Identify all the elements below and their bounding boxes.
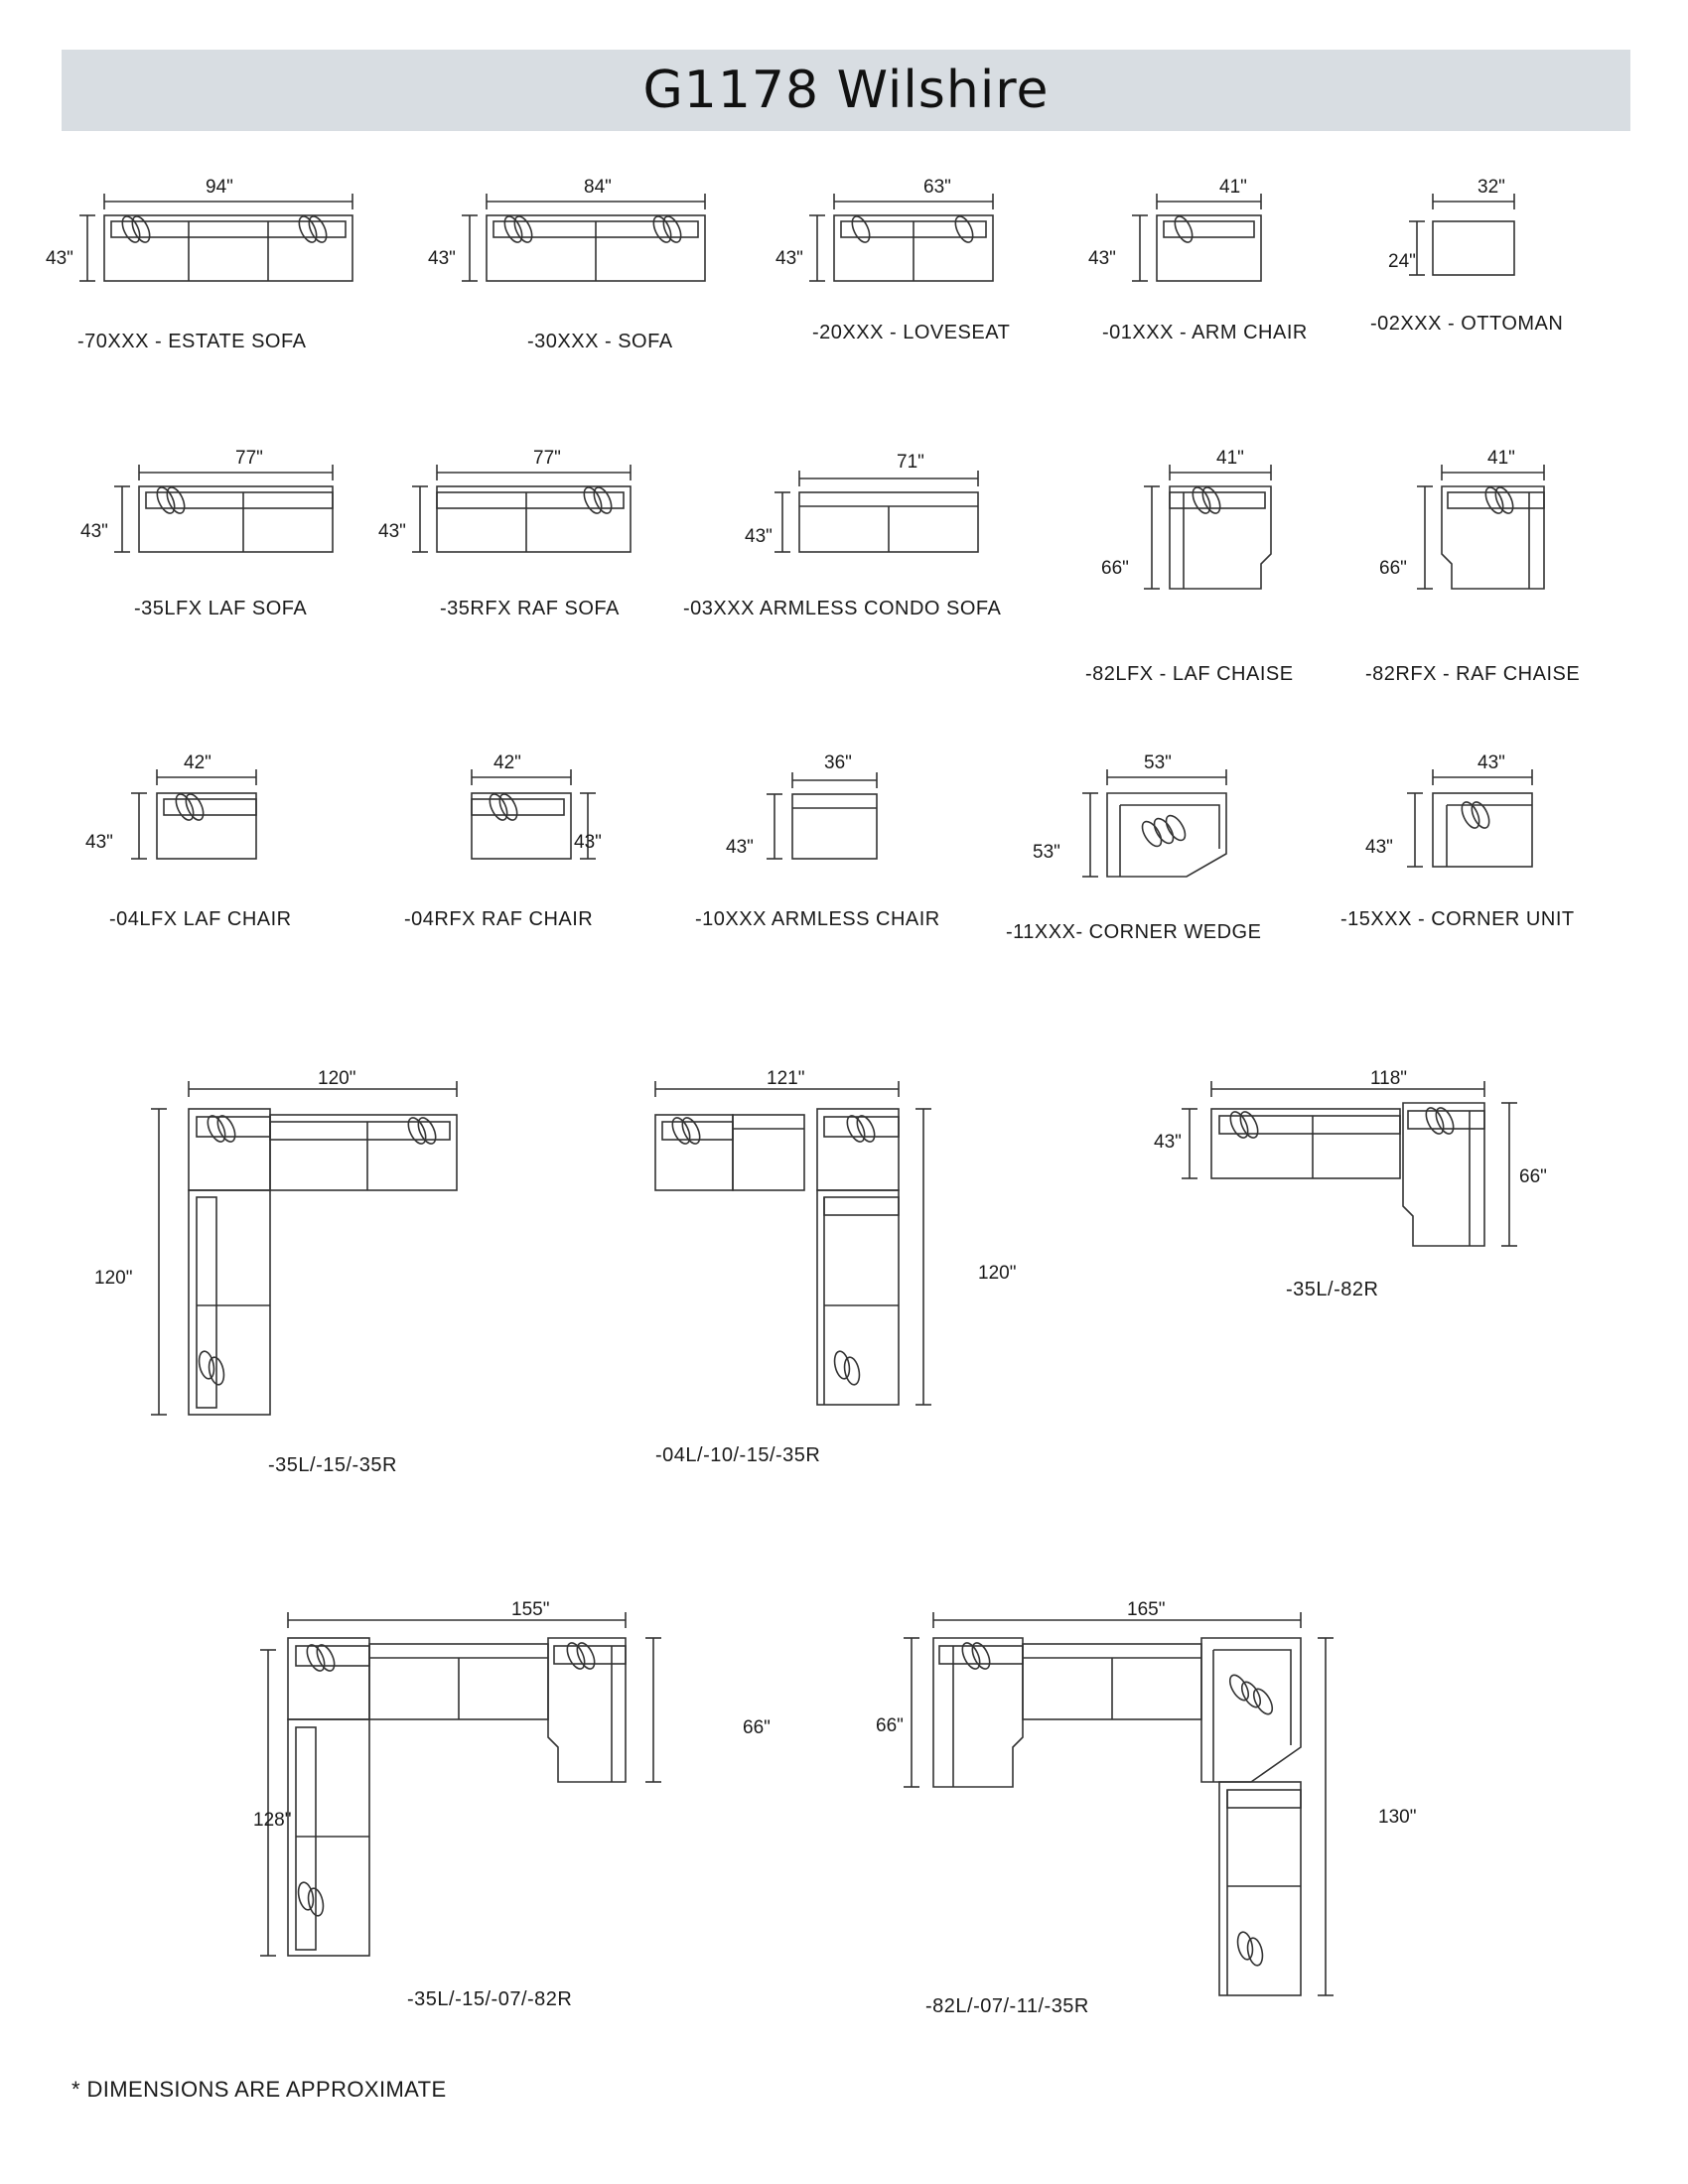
footnote: * DIMENSIONS ARE APPROXIMATE — [71, 2077, 447, 2102]
dim-width-corner-unit: 43" — [1477, 752, 1505, 773]
dim-width-sofa: 84" — [584, 177, 612, 198]
dim-height-corner-wedge: 53" — [1033, 842, 1060, 863]
dim-width-raf-sofa: 77" — [533, 448, 561, 469]
label-corner-wedge: -11XXX- CORNER WEDGE — [1006, 921, 1262, 943]
diagram-sectional-82l-07-11-35r — [874, 1598, 1390, 2035]
diagram-ottoman — [1385, 184, 1554, 293]
dim-height-arm-chair: 43" — [1088, 248, 1116, 269]
diagram-laf-chair — [109, 759, 288, 874]
diagram-corner-wedge — [1053, 759, 1251, 888]
diagram-estate-sofa — [70, 184, 367, 293]
dim-height-sectional-e: 130" — [1378, 1807, 1417, 1828]
dim-height-armless-condo-sofa: 43" — [745, 526, 773, 547]
label-loveseat: -20XXX - LOVESEAT — [812, 322, 1011, 343]
label-estate-sofa: -70XXX - ESTATE SOFA — [77, 331, 307, 352]
dim-width-armless-condo-sofa: 71" — [897, 452, 924, 473]
dim-width-armless-chair: 36" — [824, 752, 852, 773]
diagram-laf-sofa — [104, 455, 352, 564]
diagram-sectional-35l-82r — [1142, 1067, 1559, 1286]
dim-height2-sectional-d: 66" — [743, 1717, 771, 1738]
dim-width-sectional-d: 155" — [511, 1599, 550, 1620]
dim-height-sectional-b: 120" — [978, 1263, 1017, 1284]
label-sectional-d: -35L/-15/-07/-82R — [407, 1988, 573, 2010]
label-laf-sofa: -35LFX LAF SOFA — [134, 598, 308, 619]
diagram-sectional-04l-10-15-35r — [635, 1067, 1013, 1434]
dim-height-laf-chaise: 66" — [1101, 558, 1129, 579]
diagram-armless-chair — [745, 764, 923, 874]
dim-width-estate-sofa: 94" — [206, 177, 233, 198]
label-raf-sofa: -35RFX RAF SOFA — [440, 598, 620, 619]
label-arm-chair: -01XXX - ARM CHAIR — [1102, 322, 1308, 343]
dim-height-sectional-a: 120" — [94, 1268, 133, 1289]
dim-height-loveseat: 43" — [775, 248, 803, 269]
label-sectional-c: -35L/-82R — [1286, 1279, 1379, 1300]
dim-width-laf-chair: 42" — [184, 752, 211, 773]
dim-width-loveseat: 63" — [923, 177, 951, 198]
dim-height-estate-sofa: 43" — [46, 248, 73, 269]
dim-height-ottoman: 24" — [1388, 251, 1416, 272]
label-laf-chair: -04LFX LAF CHAIR — [109, 908, 292, 930]
label-armless-condo-sofa: -03XXX ARMLESS CONDO SOFA — [683, 598, 1002, 619]
label-armless-chair: -10XXX ARMLESS CHAIR — [695, 908, 940, 930]
dim-height2-sectional-c: 43" — [1154, 1132, 1182, 1153]
diagram-arm-chair — [1112, 184, 1281, 293]
dim-height-sectional-c: 66" — [1519, 1166, 1547, 1187]
label-sofa: -30XXX - SOFA — [527, 331, 673, 352]
diagram-raf-sofa — [402, 455, 650, 564]
diagram-corner-unit — [1385, 759, 1564, 884]
dim-height-laf-chair: 43" — [85, 832, 113, 853]
label-sectional-e: -82L/-07/-11/-35R — [925, 1995, 1089, 2017]
dim-width-sectional-e: 165" — [1127, 1599, 1166, 1620]
dim-height-armless-chair: 43" — [726, 837, 754, 858]
diagram-sectional-35l-15-07-82r — [248, 1598, 715, 1995]
dim-height2-sectional-e: 66" — [876, 1715, 904, 1736]
label-corner-unit: -15XXX - CORNER UNIT — [1340, 908, 1575, 930]
label-ottoman: -02XXX - OTTOMAN — [1370, 313, 1564, 335]
diagram-raf-chair — [437, 759, 635, 874]
diagram-loveseat — [799, 184, 1018, 293]
dim-width-sectional-b: 121" — [767, 1068, 805, 1089]
dim-width-raf-chaise: 41" — [1487, 448, 1515, 469]
dim-width-raf-chair: 42" — [493, 752, 521, 773]
dim-width-ottoman: 32" — [1477, 177, 1505, 198]
dim-width-sectional-c: 118" — [1370, 1068, 1408, 1089]
diagram-laf-chaise — [1122, 455, 1301, 599]
diagram-sectional-35l-15-35r — [129, 1067, 487, 1454]
dim-width-laf-chaise: 41" — [1216, 448, 1244, 469]
dim-height-laf-sofa: 43" — [80, 521, 108, 542]
label-raf-chair: -04RFX RAF CHAIR — [404, 908, 594, 930]
dim-height-sectional-d: 128" — [253, 1810, 292, 1831]
dim-height-raf-chaise: 66" — [1379, 558, 1407, 579]
dim-width-laf-sofa: 77" — [235, 448, 263, 469]
title-banner — [62, 50, 1630, 131]
diagram-raf-chaise — [1400, 455, 1579, 599]
dim-height-sofa: 43" — [428, 248, 456, 269]
label-laf-chaise: -82LFX - LAF CHAISE — [1085, 663, 1294, 685]
diagram-armless-condo-sofa — [765, 465, 1003, 564]
dim-width-corner-wedge: 53" — [1144, 752, 1172, 773]
dim-width-arm-chair: 41" — [1219, 177, 1247, 198]
label-sectional-a: -35L/-15/-35R — [268, 1454, 397, 1476]
page-title: G1178 Wilshire — [642, 61, 1050, 120]
label-raf-chaise: -82RFX - RAF CHAISE — [1365, 663, 1581, 685]
label-sectional-b: -04L/-10/-15/-35R — [655, 1444, 821, 1466]
diagram-sofa — [452, 184, 720, 293]
dim-height-raf-chair: 43" — [574, 832, 602, 853]
dim-height-corner-unit: 43" — [1365, 837, 1393, 858]
dim-height-raf-sofa: 43" — [378, 521, 406, 542]
dim-width-sectional-a: 120" — [318, 1068, 356, 1089]
